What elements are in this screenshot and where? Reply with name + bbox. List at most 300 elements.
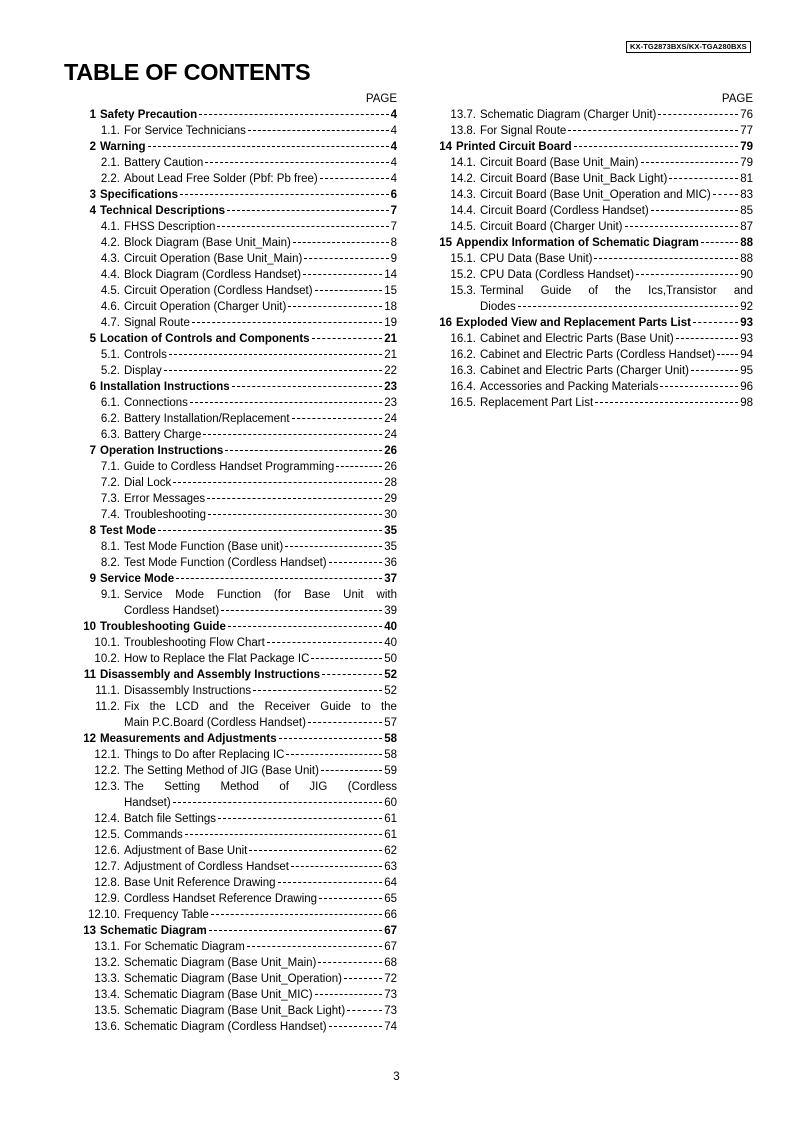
entry-body [100, 139, 397, 155]
entry-page: 65 [384, 893, 397, 905]
entry-number: 14 [439, 141, 452, 153]
entry-line [124, 235, 397, 251]
entry-line [124, 747, 397, 763]
entry-page: 26 [384, 445, 397, 457]
entry-title: How to Replace the Flat Package IC [124, 653, 310, 665]
entry-line [124, 219, 397, 235]
entry-body [100, 571, 397, 587]
dot-leader [288, 306, 382, 307]
toc-section-entry [64, 331, 397, 347]
entry-title: Battery Caution [124, 157, 204, 169]
entry-title: Warning [100, 141, 146, 153]
entry-page: 76 [740, 109, 753, 121]
dot-leader [625, 226, 739, 227]
toc-subsection-entry [64, 987, 397, 1003]
dot-leader [218, 818, 382, 819]
entry-title: Accessories and Packing Materials [480, 381, 659, 393]
entry-line [480, 267, 753, 283]
dot-leader [207, 498, 382, 499]
toc-list [420, 107, 753, 411]
entry-body [480, 331, 753, 347]
entry-title: Operation Instructions [100, 445, 224, 457]
entry-body [124, 235, 397, 251]
entry-page: 93 [740, 333, 753, 345]
entry-page: 23 [384, 397, 397, 409]
entry-number: 9 [89, 573, 96, 585]
entry-body [100, 667, 397, 683]
entry-body [124, 651, 397, 667]
entry-word: the [380, 701, 397, 713]
entry-title: Schematic Diagram [100, 925, 207, 937]
dot-leader [286, 754, 382, 755]
entry-word: and [209, 701, 229, 713]
toc-subsection-entry [420, 267, 753, 283]
toc-subsection-entry [64, 315, 397, 331]
dot-leader [293, 242, 389, 243]
entry-body [100, 443, 397, 459]
entry-title: CPU Data (Base Unit) [480, 253, 593, 265]
entry-title: Test Mode Function (Cordless Handset) [124, 557, 327, 569]
entry-word: (for [273, 589, 292, 601]
entry-body [124, 555, 397, 571]
entry-title-continued: Diodes [480, 301, 516, 313]
entry-body [124, 283, 397, 299]
entry-line [124, 635, 397, 651]
dot-leader [209, 930, 382, 931]
entry-title: Adjustment of Base Unit [124, 845, 248, 857]
entry-word: of [588, 285, 598, 297]
entry-title-line1 [124, 779, 397, 795]
dot-leader [173, 482, 382, 483]
entry-body [100, 331, 397, 347]
entry-body [100, 619, 397, 635]
entry-word: the [238, 701, 255, 713]
entry-body [100, 523, 397, 539]
entry-title: CPU Data (Cordless Handset) [480, 269, 635, 281]
toc-subsection-entry [64, 155, 397, 171]
toc-subsection-entry [64, 955, 397, 971]
toc-subsection-entry [420, 331, 753, 347]
entry-body [124, 299, 397, 315]
dot-leader [285, 546, 382, 547]
toc-subsection-entry [64, 683, 397, 699]
entry-number: 4.3. [100, 253, 120, 265]
dot-leader [319, 898, 382, 899]
entry-body [124, 907, 397, 923]
entry-body [124, 747, 397, 763]
toc-list [64, 107, 397, 1035]
entry-title: Dial Lock [124, 477, 172, 489]
entry-word: Base [304, 589, 331, 601]
entry-number: 13.3. [94, 973, 120, 985]
toc-subsection-entry [64, 651, 397, 667]
entry-title: Schematic Diagram (Base Unit_Main) [124, 957, 317, 969]
entry-page: 35 [384, 525, 397, 537]
entry-word: to [361, 701, 371, 713]
toc-section-entry [64, 139, 397, 155]
entry-title: Specifications [100, 189, 178, 201]
entry-word: (Cordless [347, 781, 397, 793]
entry-number: 8.2. [100, 557, 120, 569]
entry-line [100, 331, 397, 347]
entry-line [480, 171, 753, 187]
entry-body [124, 123, 397, 139]
toc-subsection-entry [64, 283, 397, 299]
entry-page: 63 [384, 861, 397, 873]
entry-line [480, 107, 753, 123]
entry-body [456, 315, 753, 331]
entry-title: Display [124, 365, 162, 377]
toc-subsection-entry [64, 1003, 397, 1019]
entry-number: 7.1. [100, 461, 120, 473]
toc-left-column [64, 91, 397, 1035]
entry-line [124, 251, 397, 267]
dot-leader [303, 274, 382, 275]
toc-subsection-entry [64, 811, 397, 827]
toc-subsection-entry [64, 123, 397, 139]
entry-body [480, 203, 753, 219]
entry-title: Appendix Information of Schematic Diagram [456, 237, 699, 249]
entry-body [480, 395, 753, 411]
dot-leader [660, 386, 738, 387]
entry-body [124, 635, 397, 651]
entry-number: 13.1. [94, 941, 120, 953]
entry-line [124, 683, 397, 699]
entry-line [456, 315, 753, 331]
entry-title: Error Messages [124, 493, 206, 505]
entry-word: Setting [164, 781, 201, 793]
entry-page: 35 [384, 541, 397, 553]
entry-title: Service Mode [100, 573, 175, 585]
dot-leader [691, 370, 738, 371]
entry-number: 2.1. [100, 157, 120, 169]
entry-number: 1.1. [100, 125, 120, 137]
entry-number: 4 [89, 205, 96, 217]
dot-leader [518, 306, 738, 307]
entry-title: FHSS Description [124, 221, 216, 233]
entry-body [124, 987, 397, 1003]
entry-page: 39 [384, 605, 397, 617]
toc-subsection-entry [64, 843, 397, 859]
entry-page: 81 [740, 173, 753, 185]
entry-line [100, 139, 397, 155]
entry-line [100, 379, 397, 395]
entry-number: 16.1. [450, 333, 476, 345]
entry-word: Terminal [480, 285, 524, 297]
entry-line [124, 651, 397, 667]
entry-line [124, 171, 397, 187]
dot-leader [315, 290, 383, 291]
toc-subsection-entry [64, 507, 397, 523]
entry-line [124, 411, 397, 427]
entry-page: 40 [384, 637, 397, 649]
entry-number: 6 [89, 381, 96, 393]
dot-leader [211, 914, 382, 915]
entry-page: 26 [384, 461, 397, 473]
entry-line [124, 155, 397, 171]
entry-word: Guide [320, 701, 351, 713]
toc-subsection-entry [64, 395, 397, 411]
entry-title: Guide to Cordless Handset Programming [124, 461, 335, 473]
entry-line [124, 843, 397, 859]
entry-line [480, 395, 753, 411]
entry-number: 6.3. [100, 429, 120, 441]
entry-body [124, 939, 397, 955]
entry-line [100, 667, 397, 683]
entry-title: Adjustment of Cordless Handset [124, 861, 289, 873]
dot-leader [247, 946, 382, 947]
toc-subsection-entry [420, 395, 753, 411]
entry-page: 85 [740, 205, 753, 217]
entry-number: 12.6. [94, 845, 120, 857]
entry-title: Cabinet and Electric Parts (Charger Unit) [480, 365, 689, 377]
toc-subsection-entry [420, 107, 753, 123]
toc-subsection-entry [64, 267, 397, 283]
dot-leader [199, 114, 388, 115]
entry-line [124, 555, 397, 571]
entry-title: Disassembly and Assembly Instructions [100, 669, 321, 681]
dot-leader [232, 386, 382, 387]
toc-subsection-entry [64, 859, 397, 875]
entry-number: 12.8. [94, 877, 120, 889]
entry-word: Mode [175, 589, 205, 601]
entry-page: 36 [384, 557, 397, 569]
toc-subsection-entry [420, 251, 753, 267]
entry-number: 14.2. [450, 173, 476, 185]
entry-body [124, 363, 397, 379]
entry-page: 4 [390, 157, 397, 169]
dot-leader [636, 274, 738, 275]
entry-line [124, 491, 397, 507]
entry-number: 14.3. [450, 189, 476, 201]
entry-body [124, 315, 397, 331]
entry-body [124, 507, 397, 523]
entry-line [124, 299, 397, 315]
entry-page: 22 [384, 365, 397, 377]
dot-leader [713, 194, 738, 195]
entry-page: 29 [384, 493, 397, 505]
entry-body [124, 411, 397, 427]
entry-body [100, 203, 397, 219]
entry-body [100, 187, 397, 203]
entry-title: For Signal Route [480, 125, 567, 137]
entry-title: Commands [124, 829, 183, 841]
entry-line [124, 715, 397, 731]
toc-subsection-entry [64, 171, 397, 187]
dot-leader [180, 194, 389, 195]
entry-line [124, 123, 397, 139]
entry-page: 79 [740, 157, 753, 169]
entry-title: Troubleshooting Flow Chart [124, 637, 265, 649]
entry-number: 6.2. [100, 413, 120, 425]
entry-body [124, 1019, 397, 1035]
entry-line [100, 107, 397, 123]
entry-line [124, 267, 397, 283]
dot-leader [308, 722, 382, 723]
entry-page: 18 [384, 301, 397, 313]
entry-number: 16.2. [450, 349, 476, 361]
entry-number: 7 [89, 445, 96, 457]
toc-section-entry [420, 139, 753, 155]
dot-leader [312, 338, 383, 339]
entry-line [124, 1019, 397, 1035]
entry-page: 93 [740, 317, 753, 329]
toc-subsection-entry [64, 411, 397, 427]
toc-subsection-entry [64, 939, 397, 955]
entry-line [124, 603, 397, 619]
entry-line [100, 187, 397, 203]
entry-number: 14.1. [450, 157, 476, 169]
entry-page: 57 [384, 717, 397, 729]
dot-leader [717, 354, 738, 355]
toc-subsection-entry [64, 347, 397, 363]
entry-number: 8 [89, 525, 96, 537]
entry-page: 60 [384, 797, 397, 809]
entry-line [124, 875, 397, 891]
entry-line [100, 731, 397, 747]
entry-page: 24 [384, 413, 397, 425]
entry-word: Receiver [264, 701, 311, 713]
entry-page: 21 [384, 349, 397, 361]
entry-word: LCD [175, 701, 199, 713]
entry-line [124, 347, 397, 363]
entry-page: 83 [740, 189, 753, 201]
entry-body [124, 779, 397, 811]
entry-title: Schematic Diagram (Base Unit_Back Light) [124, 1005, 346, 1017]
entry-page: 19 [384, 317, 397, 329]
entry-title-continued: Handset) [124, 797, 171, 809]
entry-line [480, 123, 753, 139]
entry-body [480, 363, 753, 379]
entry-title: Schematic Diagram (Cordless Handset) [124, 1021, 327, 1033]
entry-title: Circuit Board (Base Unit_Back Light) [480, 173, 668, 185]
entry-page: 21 [384, 333, 397, 345]
entry-number: 4.7. [100, 317, 120, 329]
entry-line [100, 523, 397, 539]
entry-line [480, 299, 753, 315]
entry-page: 52 [384, 669, 397, 681]
dot-leader [292, 418, 383, 419]
entry-page: 14 [384, 269, 397, 281]
toc-subsection-entry [420, 283, 753, 315]
entry-number: 13.7. [450, 109, 476, 121]
dot-leader [311, 658, 382, 659]
entry-title: Technical Descriptions [100, 205, 226, 217]
entry-line [480, 347, 753, 363]
toc-subsection-entry [420, 187, 753, 203]
dot-leader [205, 162, 388, 163]
dot-leader [253, 690, 382, 691]
entry-body [100, 923, 397, 939]
entry-page: 68 [384, 957, 397, 969]
entry-page: 28 [384, 477, 397, 489]
entry-number: 15 [439, 237, 452, 249]
entry-line [124, 971, 397, 987]
entry-number: 4.6. [100, 301, 120, 313]
entry-body [124, 491, 397, 507]
entry-number: 12.1. [94, 749, 120, 761]
entry-body [456, 235, 753, 251]
entry-body [100, 107, 397, 123]
toc-subsection-entry [64, 491, 397, 507]
entry-body [124, 683, 397, 699]
entry-title: Circuit Board (Charger Unit) [480, 221, 623, 233]
entry-title: Printed Circuit Board [456, 141, 572, 153]
entry-line [124, 315, 397, 331]
entry-title: Battery Charge [124, 429, 202, 441]
dot-leader [249, 850, 382, 851]
entry-number: 12.5. [94, 829, 120, 841]
entry-number: 10.2. [94, 653, 120, 665]
entry-page: 73 [384, 1005, 397, 1017]
entry-word: Ics,Transistor [648, 285, 717, 297]
dot-leader [321, 770, 382, 771]
toc-subsection-entry [64, 699, 397, 731]
toc-subsection-entry [64, 555, 397, 571]
entry-title: Test Mode [100, 525, 157, 537]
entry-line [124, 283, 397, 299]
entry-page: 74 [384, 1021, 397, 1033]
entry-page: 95 [740, 365, 753, 377]
entry-body [456, 139, 753, 155]
entry-number: 12 [83, 733, 96, 745]
entry-line [124, 827, 397, 843]
entry-body [124, 811, 397, 827]
entry-title-line1 [124, 699, 397, 715]
entry-page: 6 [390, 189, 397, 201]
entry-word: JIG [309, 781, 328, 793]
entry-page: 4 [390, 125, 397, 137]
toc-section-entry [64, 203, 397, 219]
entry-title: Measurements and Adjustments [100, 733, 277, 745]
toc-subsection-entry [64, 1019, 397, 1035]
toc-section-entry [420, 235, 753, 251]
toc-subsection-entry [64, 219, 397, 235]
entry-page: 4 [390, 109, 397, 121]
entry-page: 9 [390, 253, 397, 265]
entry-number: 12.3. [94, 781, 120, 793]
entry-body [124, 699, 397, 731]
entry-body [480, 123, 753, 139]
entry-line [124, 459, 397, 475]
entry-number: 16.4. [450, 381, 476, 393]
entry-number: 1 [89, 109, 96, 121]
entry-body [124, 267, 397, 283]
entry-number: 5.2. [100, 365, 120, 377]
dot-leader [329, 1026, 383, 1027]
entry-page: 52 [384, 685, 397, 697]
entry-number: 16.5. [450, 397, 476, 409]
entry-page: 94 [740, 349, 753, 361]
entry-number: 15.2. [450, 269, 476, 281]
entry-line [480, 379, 753, 395]
toc-subsection-entry [420, 123, 753, 139]
entry-title: Cabinet and Electric Parts (Cordless Handset) [480, 349, 716, 361]
entry-number: 11.2. [95, 701, 120, 713]
dot-leader [641, 162, 739, 163]
entry-title: Location of Controls and Components [100, 333, 310, 345]
entry-body [100, 731, 397, 747]
entry-number: 5 [89, 333, 96, 345]
entry-page: 23 [384, 381, 397, 393]
toc-subsection-entry [64, 235, 397, 251]
entry-word: Guide [540, 285, 572, 297]
dot-leader [693, 322, 738, 323]
dot-leader [658, 114, 738, 115]
dot-leader [225, 450, 382, 451]
toc-section-entry [64, 667, 397, 683]
entry-body [124, 475, 397, 491]
